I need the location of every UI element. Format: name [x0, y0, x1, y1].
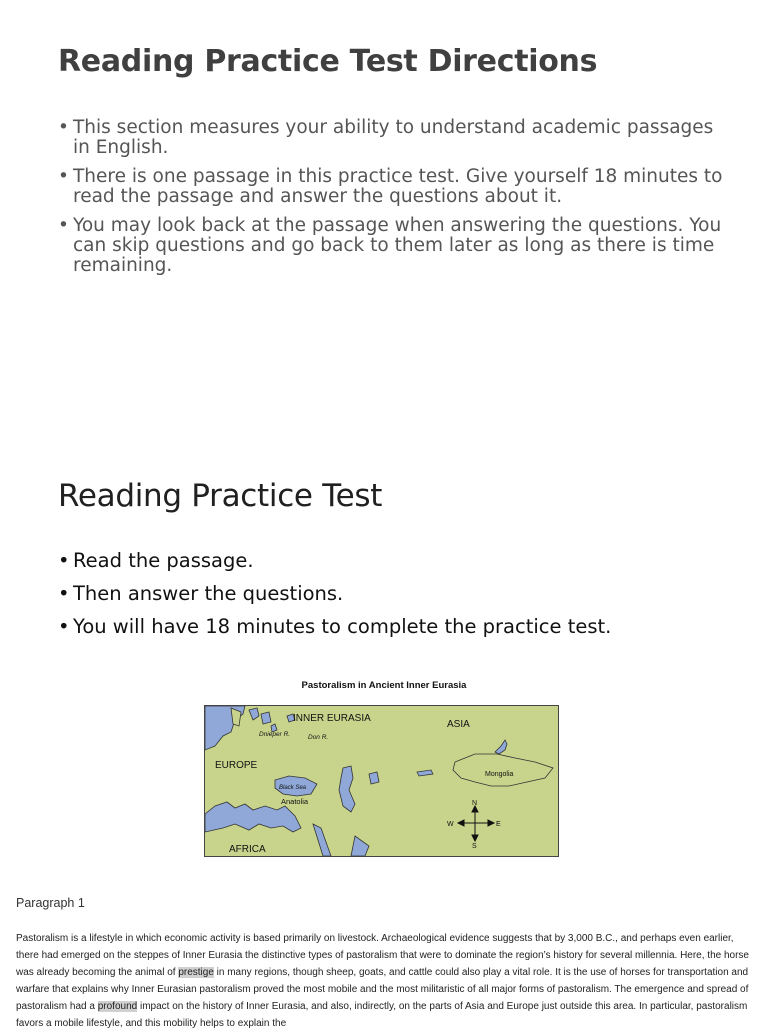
compass-n: N [472, 800, 478, 807]
map-label-mongolia: Mongolia [485, 771, 514, 778]
directions-list [58, 118, 728, 285]
directions-bullet: • This section measures your ability to understand academic passages in English. [58, 118, 728, 158]
map-land [205, 706, 558, 856]
practice-test-bullet: • You will have 18 minutes to complete the practice test. [58, 616, 728, 638]
map-label-europe: EUROPE [215, 760, 258, 771]
practice-test-bullet: • Read the passage. [58, 550, 728, 572]
map-title: Pastoralism in Ancient Inner Eurasia [301, 680, 467, 691]
compass-e: E [496, 821, 501, 828]
map-label-africa: AFRICA [229, 844, 266, 855]
highlighted-word: prestige [178, 967, 214, 978]
paragraph-text [16, 930, 756, 1032]
directions-slide [0, 0, 768, 420]
eurasia-map [204, 705, 559, 857]
compass-s: S [472, 843, 477, 850]
highlighted-word: profound [97, 1001, 138, 1012]
directions-bullet: • There is one passage in this practice test. Give yourself 18 minutes to read the passage and answer the questions about it. [58, 167, 728, 207]
paragraph-heading: Paragraph 1 [16, 896, 85, 910]
paragraph-segment: Pastoralism is a lifestyle in which economic activity is based primarily on livestock. Archaeological evidence suggests that by 3,000 B.C., and perhaps even earlier, there had emerged on the steppes of Inner Eurasia the distinctive types of pastoralism that were to dominate the region’s history for several millennia. Here, the horse was already becoming the animal of [16, 933, 749, 978]
practice-test-bullet: • Then answer the questions. [58, 583, 728, 605]
compass-w: W [447, 821, 454, 828]
map-label-inner-eurasia: INNER EURASIA [293, 713, 371, 724]
paragraph-segment: impact on the history of Inner Eurasia, and also, indirectly, on the parts of Asia and Europe just outside this area. In particular, pastoralism favors a mobile lifestyle, and this mobility helps to explain the [16, 1001, 748, 1029]
directions-bullet: • You may look back at the passage when answering the questions. You can skip questions and go back to them later as long as there is time remaining. [58, 216, 728, 276]
practice-test-slide [0, 440, 768, 660]
practice-test-title: Reading Practice Test [58, 478, 383, 514]
map-label-anatolia: Anatolia [281, 797, 309, 806]
directions-title: Reading Practice Test Directions [58, 44, 598, 79]
map-label-asia: ASIA [447, 719, 470, 730]
map-label-don: Don R. [308, 734, 329, 741]
map-label-dnieper: Dnieper R. [259, 731, 291, 738]
paragraph-segment: in many regions, though sheep, goats, and cattle could also play a vital role. It is the use of horses for transportation and warfare that explains why Inner Eurasian pastoralism proved the most mobile and the most militaristic of all major forms of pastoralism. The emergence and spread of pastoralism had a [16, 967, 749, 1012]
map-label-black-sea: Black Sea [279, 785, 307, 791]
practice-test-list [58, 550, 728, 649]
